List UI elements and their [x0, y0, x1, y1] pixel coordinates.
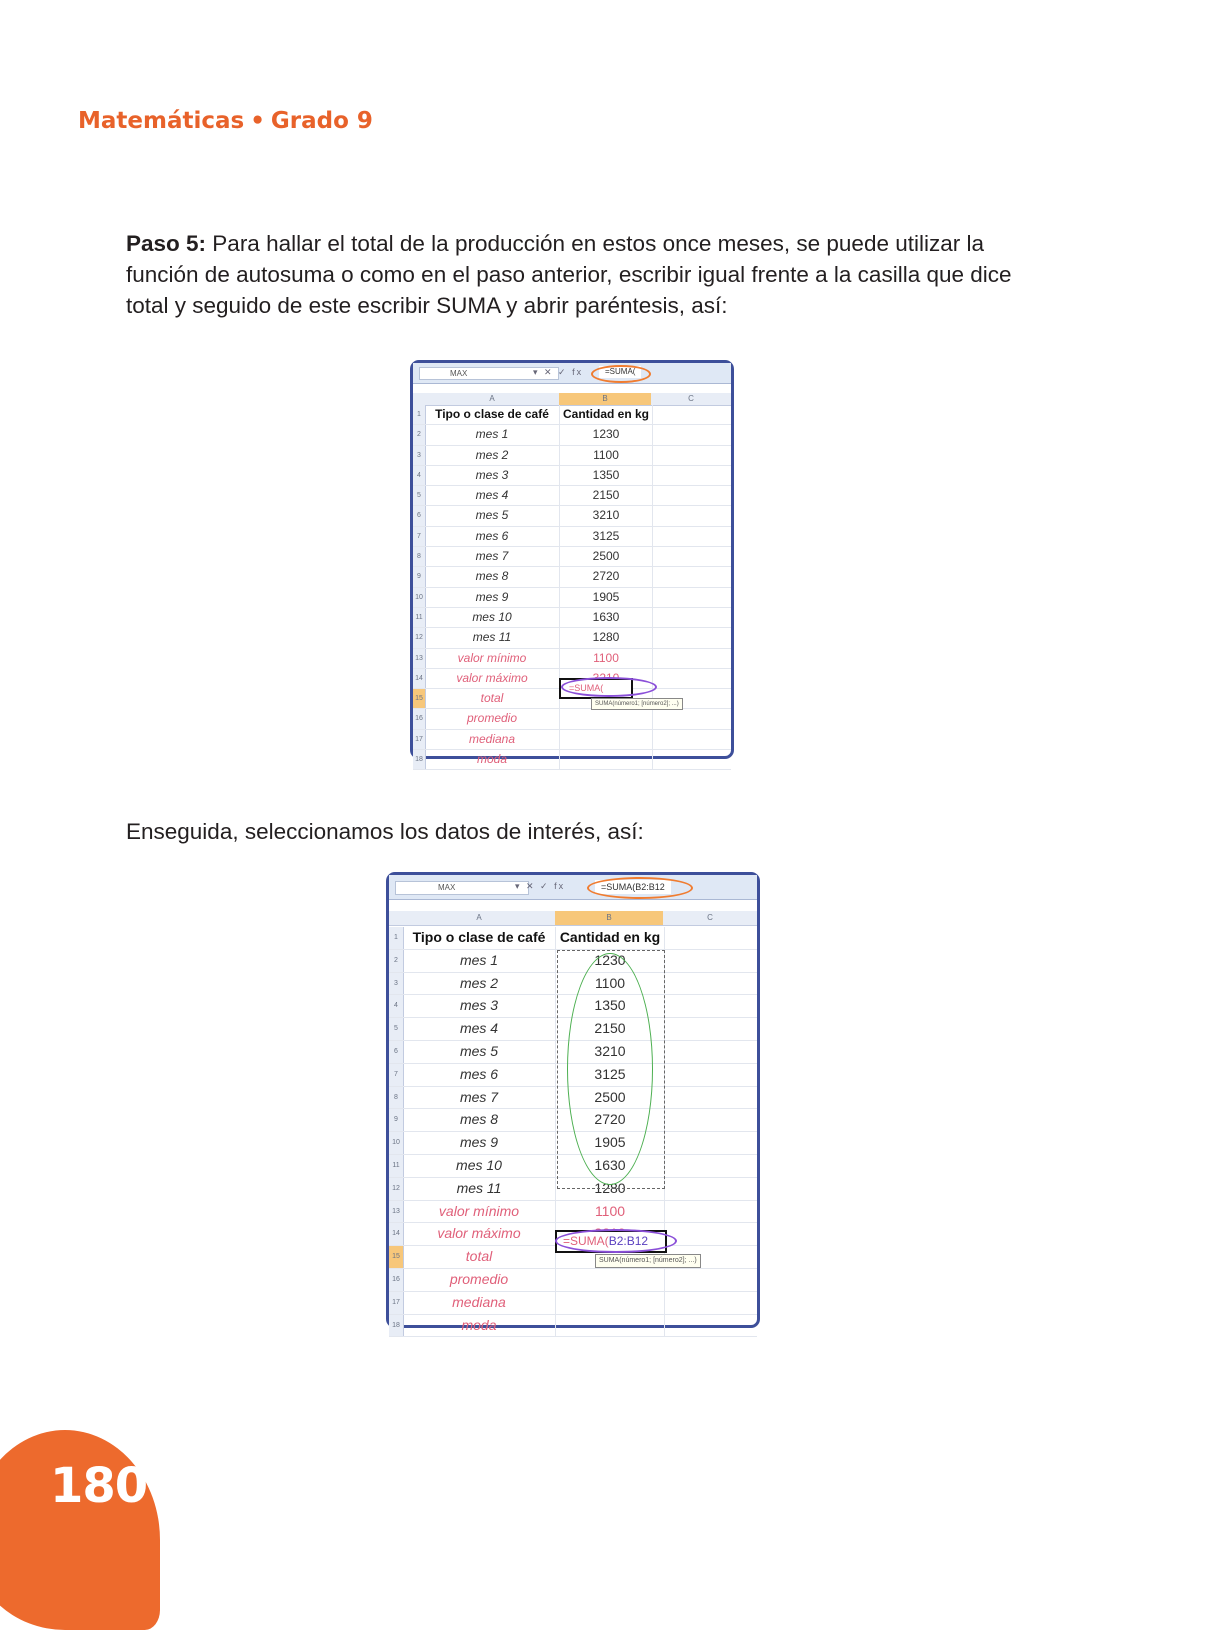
table-row [413, 527, 731, 547]
row-number[interactable]: 8 [389, 1087, 404, 1109]
highlight-ellipse [587, 877, 693, 899]
name-box[interactable]: MAX [395, 881, 529, 895]
row-number[interactable]: 7 [413, 527, 426, 546]
table-row [413, 628, 731, 648]
table-row [389, 1315, 757, 1338]
cell-b[interactable]: 2500 [555, 1087, 665, 1109]
formula-input[interactable]: =SUMA( [599, 366, 641, 378]
formula-bar [413, 363, 731, 384]
grade-title: Grado 9 [270, 108, 373, 134]
cell-formula-text: =SUMA( [569, 683, 604, 693]
row-number[interactable]: 15 [389, 1246, 404, 1268]
row-number[interactable]: 17 [413, 730, 426, 749]
cell-a[interactable]: mes 7 [475, 549, 509, 564]
row-number[interactable]: 2 [389, 950, 404, 972]
cell-a[interactable]: mes 3 [459, 997, 499, 1014]
cell-b[interactable] [555, 1315, 665, 1337]
row-number[interactable]: 11 [413, 608, 426, 627]
cell-a[interactable]: mes 8 [459, 1111, 499, 1128]
function-tooltip: SUMA(número1; [número2]; ...) [591, 698, 683, 710]
cell-b[interactable]: Cantidad en kg [555, 927, 665, 949]
cell-a[interactable]: mes 3 [475, 467, 509, 482]
cell-a[interactable]: mes 6 [459, 1065, 499, 1082]
row-number[interactable]: 9 [413, 567, 426, 586]
cell-b[interactable]: 1905 [559, 588, 653, 607]
cell-b[interactable]: Cantidad en kg [559, 405, 653, 424]
row-number[interactable]: 10 [413, 588, 426, 607]
table-row [413, 730, 731, 750]
table-row [413, 588, 731, 608]
table-row [413, 649, 731, 669]
formula-icons[interactable]: ▾ ✕ ✓ fx [515, 881, 566, 891]
cell-a[interactable]: Tipo o clase de café [412, 929, 546, 945]
cell-a[interactable]: valor mínimo [438, 1202, 520, 1219]
table-row [413, 547, 731, 567]
cell-a[interactable]: moda [461, 1316, 497, 1333]
cell-a[interactable]: mes 2 [475, 447, 509, 462]
cell-b[interactable]: 1230 [555, 950, 665, 972]
cell-a[interactable]: mes 10 [456, 1156, 502, 1173]
cell-a[interactable]: valor máximo [456, 670, 528, 685]
cell-b[interactable]: 2150 [555, 1018, 665, 1040]
cell-b[interactable]: 1100 [555, 973, 665, 995]
cell-a[interactable]: mes 4 [459, 1020, 499, 1037]
table-row [389, 1269, 757, 1292]
subject-title: Matemáticas [78, 108, 245, 134]
table-row [413, 608, 731, 628]
cell-b[interactable]: 2150 [559, 486, 653, 505]
formula-bar [389, 875, 757, 900]
cell-a[interactable]: mes 10 [472, 609, 512, 624]
table-row [413, 750, 731, 770]
step-text: Para hallar el total de la producción en estos once meses, se puede utilizar la función de autosuma o como en el paso anterior, escribir igual frente a la casilla que dice total y seguido de este escribir SUMA y abrir paréntesis, así: [126, 231, 1012, 318]
spreadsheet-screenshot-2 [386, 872, 760, 1333]
header-separator: • [250, 108, 265, 134]
cell-b[interactable]: 1100 [559, 649, 653, 668]
cell-a[interactable]: mes 8 [475, 569, 509, 584]
cell-b[interactable]: 2720 [555, 1109, 665, 1131]
column-header-a[interactable]: A [476, 913, 482, 922]
column-header-b[interactable]: B [555, 911, 663, 925]
cell-b[interactable] [559, 709, 653, 728]
row-number[interactable]: 17 [389, 1292, 404, 1314]
cell-b[interactable]: 3210 [555, 1041, 665, 1063]
cell-b[interactable]: 3210 [559, 506, 653, 525]
cell-a[interactable]: Tipo o clase de café [435, 407, 549, 421]
cell-a[interactable]: mes 1 [475, 427, 509, 442]
cell-b[interactable] [559, 730, 653, 749]
cell-formula-prefix: =SUMA( [563, 1234, 609, 1248]
follow-paragraph: Enseguida, seleccionamos los datos de interés, así: [126, 819, 644, 844]
function-tooltip: SUMA(número1; [número2]; ...) [595, 1254, 701, 1268]
row-number[interactable]: 6 [413, 506, 426, 525]
cell-b[interactable]: 2720 [559, 567, 653, 586]
cell-b[interactable]: 1280 [555, 1178, 665, 1200]
cell-a[interactable]: mes 7 [459, 1088, 499, 1105]
row-number[interactable]: 5 [389, 1018, 404, 1040]
cell-b[interactable]: 1100 [559, 446, 653, 465]
row-number[interactable]: 4 [413, 466, 426, 485]
cell-b[interactable]: 2500 [559, 547, 653, 566]
cell-a[interactable]: mediana [468, 731, 516, 746]
row-number[interactable]: 12 [389, 1178, 404, 1200]
cell-a[interactable]: valor máximo [437, 1225, 521, 1242]
cell-a[interactable]: mes 11 [472, 630, 512, 645]
row-number[interactable]: 15 [413, 689, 426, 708]
row-number[interactable]: 18 [389, 1315, 404, 1337]
cell-a[interactable]: mediana [452, 1293, 506, 1310]
row-number[interactable]: 14 [389, 1223, 404, 1245]
cell-a[interactable]: mes 9 [459, 1134, 499, 1151]
cell-a[interactable]: mes 4 [475, 488, 509, 503]
row-number[interactable]: 13 [389, 1201, 404, 1223]
table-row [413, 425, 731, 445]
table-row [389, 927, 757, 950]
row-number[interactable]: 7 [389, 1064, 404, 1086]
cell-b[interactable]: 1350 [555, 995, 665, 1017]
highlight-ellipse [591, 365, 651, 383]
running-header [78, 108, 373, 134]
cell-grid [413, 405, 731, 770]
cell-a[interactable]: moda [476, 752, 508, 767]
cell-a[interactable]: valor mínimo [457, 650, 527, 665]
column-headers [389, 911, 757, 926]
formula-input[interactable]: =SUMA(B2:B12 [595, 880, 671, 894]
cell-b[interactable]: 1280 [559, 628, 653, 647]
step-label: Paso 5: [126, 231, 207, 256]
cell-b[interactable]: 3125 [555, 1064, 665, 1086]
row-number[interactable]: 13 [413, 649, 426, 668]
row-number[interactable]: 3 [413, 446, 426, 465]
column-header-b[interactable]: B [559, 393, 651, 405]
column-header-c[interactable]: C [707, 913, 713, 922]
cell-a[interactable]: mes 11 [456, 1179, 502, 1196]
row-number[interactable]: 1 [413, 405, 426, 424]
page-number: 180 [50, 1458, 148, 1514]
row-number[interactable]: 11 [389, 1155, 404, 1177]
cell-a[interactable]: mes 6 [475, 528, 509, 543]
table-row [413, 486, 731, 506]
formula-highlight-ellipse [555, 1229, 677, 1253]
table-row [413, 506, 731, 526]
row-number[interactable]: 16 [413, 709, 426, 728]
column-header-c[interactable]: C [688, 394, 694, 403]
formula-highlight-ellipse [561, 677, 657, 697]
row-number[interactable]: 9 [389, 1109, 404, 1131]
name-box[interactable]: MAX [419, 367, 559, 380]
cell-a[interactable]: total [480, 691, 504, 706]
table-row [413, 446, 731, 466]
row-number[interactable]: 12 [413, 628, 426, 647]
table-row [389, 1201, 757, 1224]
cell-a[interactable]: mes 2 [459, 974, 499, 991]
cell-b[interactable]: 1630 [555, 1155, 665, 1177]
table-row [413, 405, 731, 425]
row-number[interactable]: 3 [389, 973, 404, 995]
row-number[interactable]: 5 [413, 486, 426, 505]
row-number[interactable]: 8 [413, 547, 426, 566]
cell-a[interactable]: promedio [449, 1270, 509, 1287]
row-number[interactable]: 2 [413, 425, 426, 444]
column-header-a[interactable]: A [489, 394, 495, 403]
row-number[interactable]: 14 [413, 669, 426, 688]
cell-b[interactable]: 1905 [555, 1132, 665, 1154]
cell-a[interactable]: mes 1 [459, 951, 499, 968]
cell-b[interactable]: 1350 [559, 466, 653, 485]
cell-b[interactable]: 3125 [559, 527, 653, 546]
table-row [389, 1292, 757, 1315]
cell-b[interactable]: 1230 [559, 425, 653, 444]
row-number[interactable]: 18 [413, 750, 426, 769]
row-number[interactable]: 16 [389, 1269, 404, 1291]
cell-b[interactable] [555, 1292, 665, 1314]
row-number[interactable]: 4 [389, 995, 404, 1017]
cell-a[interactable]: mes 5 [475, 508, 509, 523]
cell-a[interactable]: mes 9 [475, 589, 509, 604]
table-row [413, 466, 731, 486]
row-number[interactable]: 1 [389, 927, 404, 949]
cell-b[interactable]: 1100 [555, 1201, 665, 1223]
cell-a[interactable]: total [465, 1248, 493, 1265]
table-row [413, 567, 731, 587]
cell-b[interactable] [559, 750, 653, 769]
row-number[interactable]: 6 [389, 1041, 404, 1063]
selection-ellipse [567, 953, 653, 1185]
table-row [413, 709, 731, 729]
formula-icons[interactable]: ▾ ✕ ✓ fx [533, 367, 584, 377]
cell-b[interactable]: 1630 [559, 608, 653, 627]
cell-b[interactable] [555, 1269, 665, 1291]
step-paragraph [126, 228, 1046, 321]
cell-a[interactable]: promedio [466, 711, 518, 726]
row-number[interactable]: 10 [389, 1132, 404, 1154]
cell-a[interactable]: mes 5 [459, 1042, 499, 1059]
spreadsheet-screenshot-1 [410, 360, 734, 767]
cell-formula-range: B2:B12 [608, 1234, 649, 1248]
